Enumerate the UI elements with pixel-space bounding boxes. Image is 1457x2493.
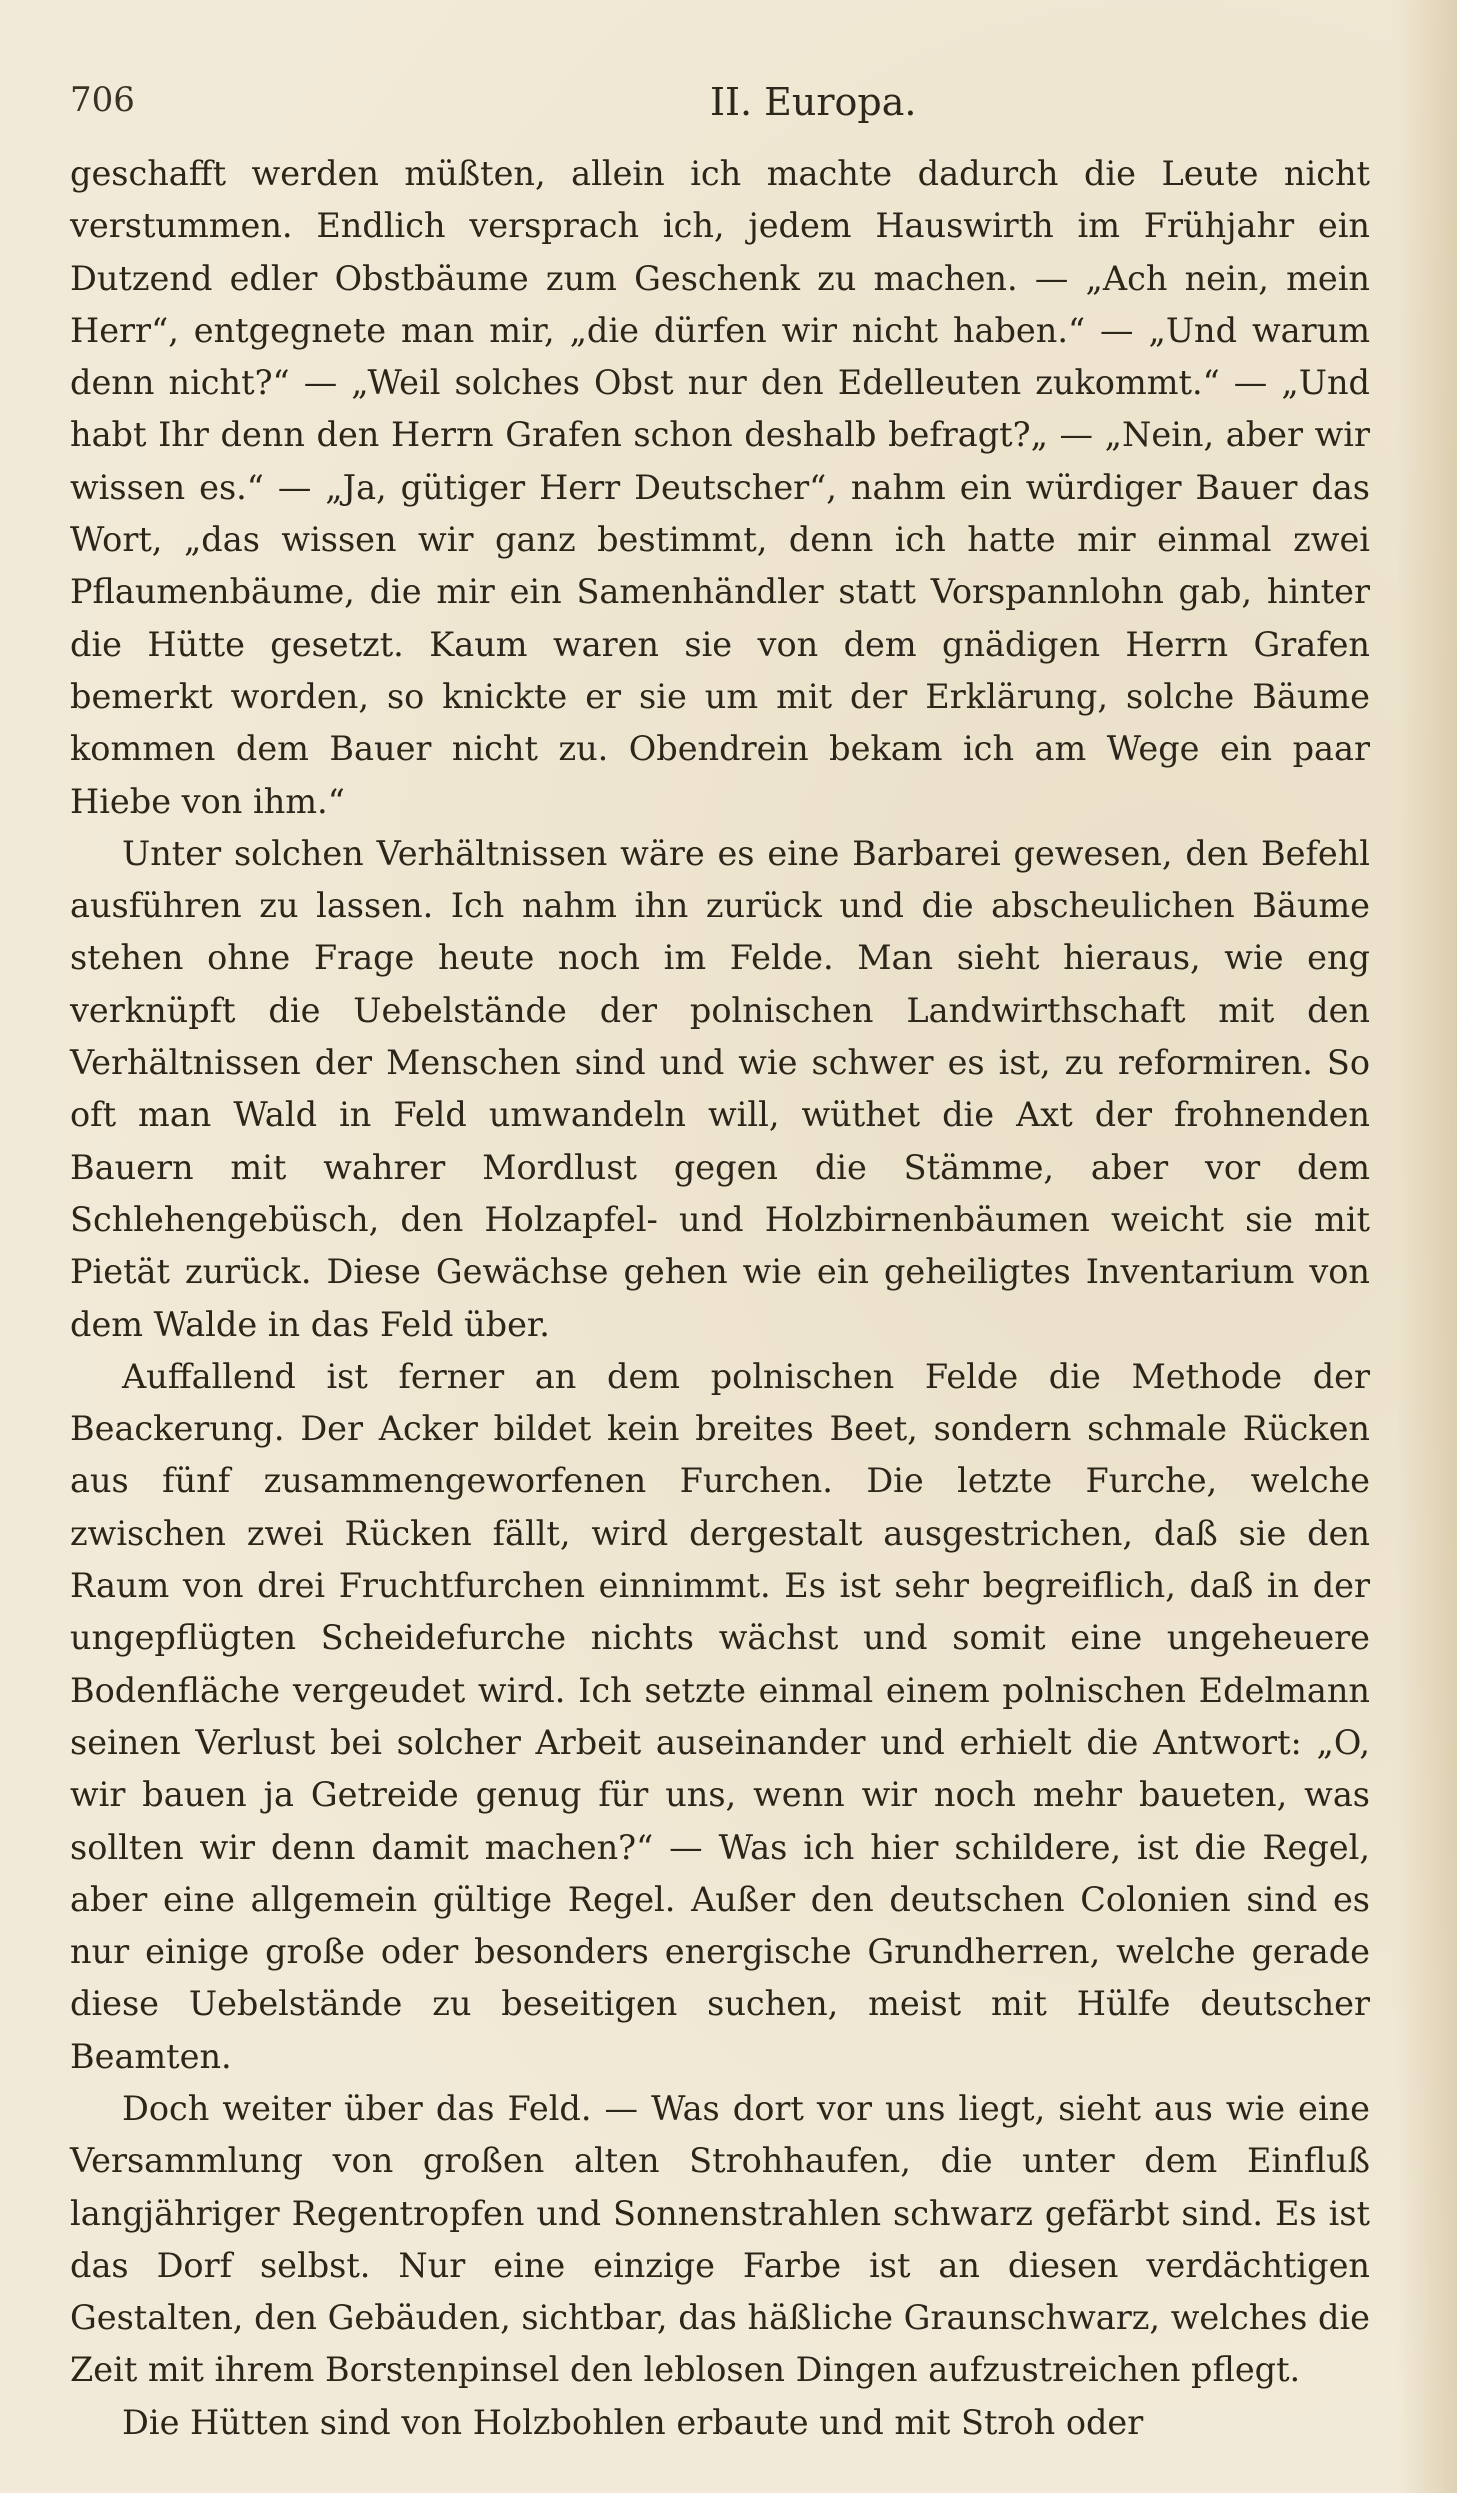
page-edge-shadow (1397, 0, 1457, 2493)
paragraph: Unter solchen Verhältnissen wäre es eine Barbarei gewesen, den Befehl ausführen zu lassen. Ich nahm ihn zurück und die abscheulichen Bäume stehen ohne Frage heute noch im Felde. Man sieht hieraus, wie eng verknüpft die Uebelstände der polnischen Landwirthschaft mit den Verhältnissen der Menschen sind und wie schwer es ist, zu reformiren. So oft man Wald in Feld umwandeln will, wüthet die Axt der frohnenden Bauern mit wahrer Mordlust gegen die Stämme, aber vor dem Schlehengebüsch, den Holzapfel- und Holzbirnenbäumen weicht sie mit Pietät zurück. Diese Gewächse gehen wie ein geheiligtes Inventarium von dem Walde in das Feld über. (70, 833, 1370, 1344)
page-header (70, 30, 1370, 124)
body-text (70, 148, 1370, 2449)
paragraph: geschafft werden müßten, allein ich machte dadurch die Leute nicht verstummen. Endlich versprach ich, jedem Hauswirth im Frühjahr ein Dutzend edler Obstbäume zum Geschenk zu machen. — „Ach nein, mein Herr“, entgegnete man mir, „die dürfen wir nicht haben.“ — „Und warum denn nicht?“ — „Weil solches Obst nur den Edelleuten zukommt.“ — „Und habt Ihr denn den Herrn Grafen schon deshalb befragt?„ — „Nein, aber wir wissen es.“ — „Ja, gütiger Herr Deutscher“, nahm ein würdiger Bauer das Wort, „das wissen wir ganz bestimmt, denn ich hatte mir einmal zwei Pflaumenbäume, die mir ein Samenhändler statt Vorspannlohn gab, hinter die Hütte gesetzt. Kaum waren sie von dem gnädigen Herrn Grafen bemerkt worden, so knickte er sie um mit der Erklärung, solche Bäume kommen dem Bauer nicht zu. Obendrein bekam ich am Wege ein paar Hiebe von ihm.“ (70, 154, 1370, 821)
paragraph: Die Hütten sind von Holzbohlen erbaute und mit Stroh oder (122, 2402, 1144, 2442)
page-number: 706 (70, 80, 135, 120)
paragraph: Auffallend ist ferner an dem polnischen Felde die Methode der Beackerung. Der Acker bildet kein breites Beet, sondern schmale Rücken aus fünf zusammengeworfenen Furchen. Die letzte Furche, welche zwischen zwei Rücken fällt, wird dergestalt ausgestrichen, daß sie den Raum von drei Fruchtfurchen einnimmt. Es ist sehr begreiflich, daß in der ungepflügten Scheidefurche nichts wächst und somit eine ungeheuere Bodenfläche vergeudet wird. Ich setzte einmal einem polnischen Edelmann seinen Verlust bei solcher Arbeit auseinander und erhielt die Antwort: „O, wir bauen ja Getreide genug für uns, wenn wir noch mehr baueten, was sollten wir denn damit machen?“ — Was ich hier schildere, ist die Regel, aber eine allgemein gültige Regel. Außer den deutschen Colonien sind es nur einige große oder besonders energische Grundherren, welche gerade diese Uebelstände zu beseitigen suchen, meist mit Hülfe deutscher Beamten. (70, 1356, 1370, 2076)
paragraph: Doch weiter über das Feld. — Was dort vor uns liegt, sieht aus wie eine Versammlung von großen alten Strohhaufen, die unter dem Einfluß langjähriger Regentropfen und Sonnenstrahlen schwarz gefärbt sind. Es ist das Dorf selbst. Nur eine einzige Farbe ist an diesen verdächtigen Gestalten, den Gebäuden, sichtbar, das häßliche Graunschwarz, welches die Zeit mit ihrem Borstenpinsel den leblosen Dingen aufzustreichen pflegt. (70, 2088, 1370, 2390)
running-head: II. Europa. (710, 80, 917, 124)
